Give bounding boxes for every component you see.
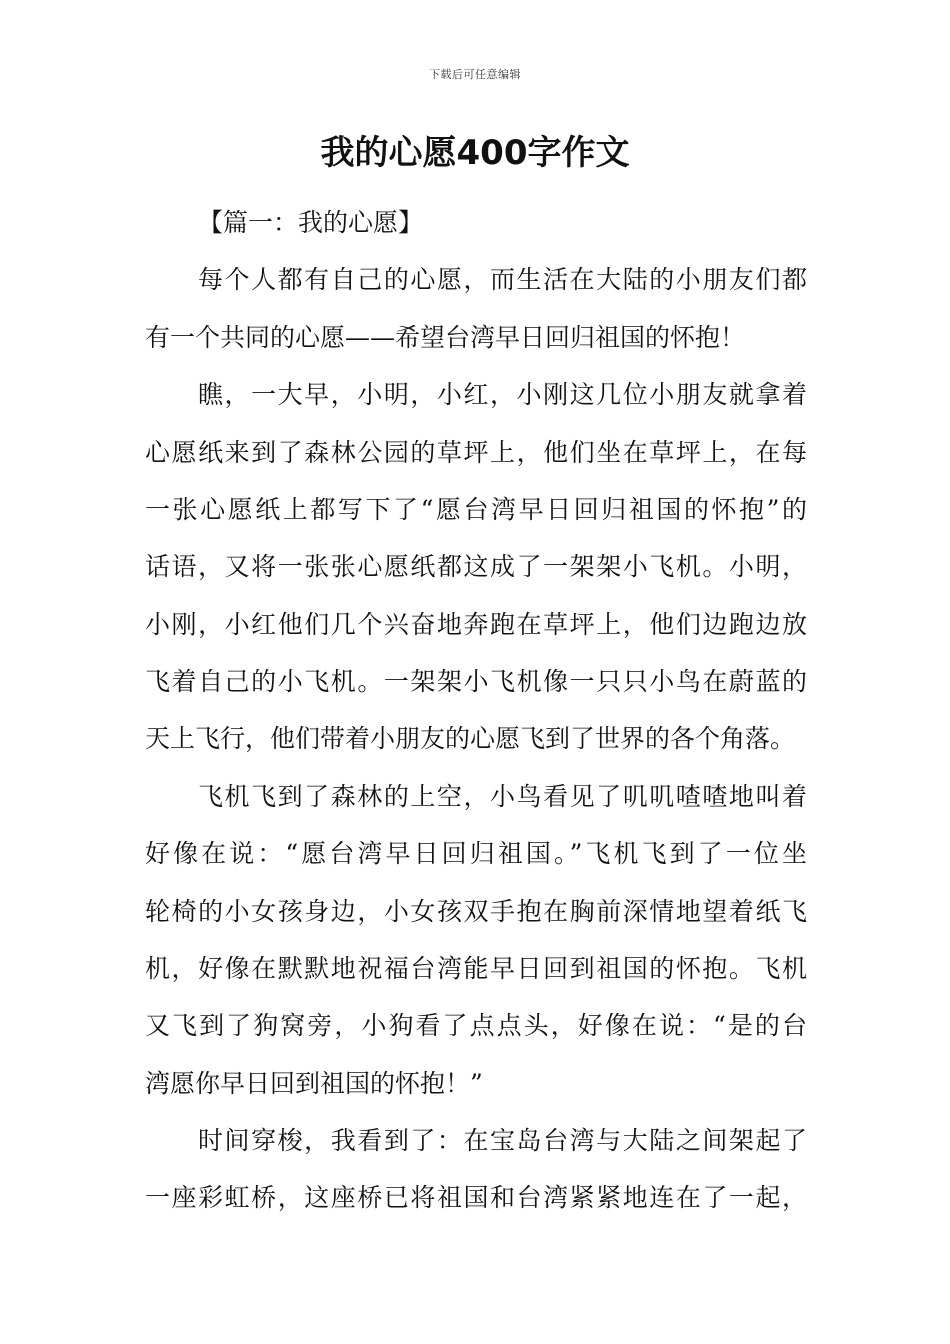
paragraph-line: 话语，又将一张张心愿纸都这成了一架架小飞机。小明， — [145, 552, 807, 581]
paragraph-line: 有一个共同的心愿——希望台湾早日回归祖国的怀抱！ — [145, 323, 746, 352]
paragraph-line: 轮椅的小女孩身边，小女孩双手抱在胸前深情地望着纸飞 — [145, 897, 807, 926]
paragraph-line: 瞧，一大早，小明，小红，小刚这几位小朋友就拿着 — [198, 380, 807, 409]
paragraph-line: 一张心愿纸上都写下了“愿台湾早日回归祖国的怀抱”的 — [145, 495, 807, 524]
paragraph-line: 飞着自己的小飞机。一架架小飞机像一只只小鸟在蔚蓝的 — [145, 667, 807, 696]
paragraph-line: 机，好像在默默地祝福台湾能早日回到祖国的怀抱。飞机 — [145, 954, 807, 983]
paragraph-line: 又飞到了狗窝旁，小狗看了点点头，好像在说：“是的台 — [145, 1011, 807, 1040]
document-title: 我的心愿400字作文 — [320, 133, 630, 173]
header-note: 下载后可任意编辑 — [429, 68, 521, 81]
paragraph-line: 时间穿梭，我看到了：在宝岛台湾与大陆之间架起了 — [198, 1126, 807, 1155]
paragraph-line: 心愿纸来到了森林公园的草坪上，他们坐在草坪上，在每 — [145, 438, 807, 467]
paragraph-line: 湾愿你早日回到祖国的怀抱！” — [145, 1069, 483, 1098]
paragraph-line: 天上飞行，他们带着小朋友的心愿飞到了世界的各个角落。 — [145, 724, 796, 753]
paragraph-line: 好像在说：“愿台湾早日回归祖国。”飞机飞到了一位坐 — [145, 839, 807, 868]
paragraph-line: 飞机飞到了森林的上空，小鸟看见了叽叽喳喳地叫着 — [198, 782, 807, 811]
section-heading: 【篇一：我的心愿】 — [198, 208, 424, 237]
paragraph-line: 每个人都有自己的心愿，而生活在大陆的小朋友们都 — [198, 265, 807, 294]
paragraph-line: 小刚，小红他们几个兴奋地奔跑在草坪上，他们边跑边放 — [145, 610, 807, 639]
paragraph-line: 一座彩虹桥，这座桥已将祖国和台湾紧紧地连在了一起， — [145, 1183, 807, 1212]
